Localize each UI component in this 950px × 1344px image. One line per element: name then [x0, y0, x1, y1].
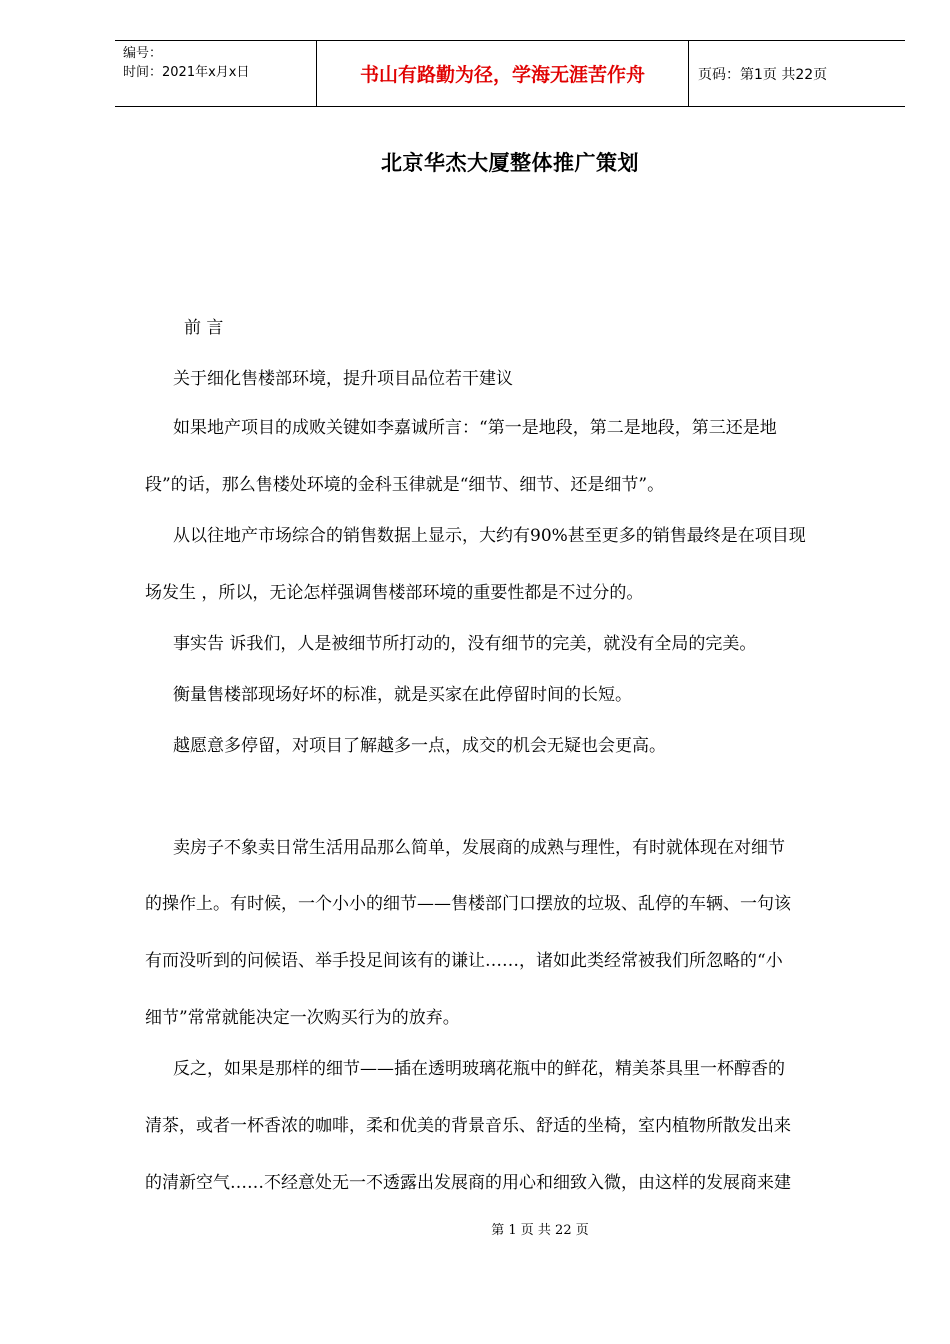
header-meta-cell	[115, 41, 316, 106]
paragraph-line: 的清新空气……不经意处无一不透露出发展商的用心和细致入微，由这样的发展商来建	[145, 1173, 791, 1193]
paragraph-line: 如果地产项目的成败关键如李嘉诚所言：“第一是地段，第二是地段，第三还是地	[173, 418, 777, 438]
page-info-cell	[689, 41, 905, 106]
document-title: 北京华杰大厦整体推广策划	[381, 151, 639, 175]
page-info-text: 页码：第1页 共22页	[698, 66, 828, 83]
motto-cell	[316, 41, 689, 106]
paragraph-line: 衡量售楼部现场好坏的标准，就是买家在此停留时间的长短。	[173, 685, 632, 705]
paragraph-line: 清茶，或者一杯香浓的咖啡，柔和优美的背景音乐、舒适的坐椅，室内植物所散发出来	[145, 1116, 791, 1136]
motto-text: 书山有路勤为径，学海无涯苦作舟	[359, 64, 645, 86]
preface-heading: 前 言	[184, 318, 224, 338]
header-table	[115, 40, 905, 107]
time-label: 时间：2021年x月x日	[123, 65, 250, 80]
paragraph-line: 越愿意多停留，对项目了解越多一点，成交的机会无疑也会更高。	[173, 736, 666, 756]
paragraph-line: 事实告 诉我们，人是被细节所打动的，没有细节的完美，就没有全局的完美。	[173, 634, 757, 654]
paragraph-line: 从以往地产市场综合的销售数据上显示，大约有90%甚至更多的销售最终是在项目现	[173, 526, 806, 546]
paragraph-line: 的操作上。有时候，一个小小的细节——售楼部门口摆放的垃圾、乱停的车辆、一句该	[145, 894, 791, 914]
paragraph-line: 场发生 ，所以，无论怎样强调售楼部环境的重要性都是不过分的。	[145, 583, 644, 603]
paragraph-line: 卖房子不象卖日常生活用品那么简单，发展商的成熟与理性，有时就体现在对细节	[173, 838, 785, 858]
serial-label: 编号：	[123, 46, 163, 61]
paragraph-line: 细节”常常就能决定一次购买行为的放弃。	[145, 1008, 460, 1028]
page-footer: 第 1 页 共 22 页	[491, 1223, 589, 1238]
paragraph-line: 关于细化售楼部环境，提升项目品位若干建议	[173, 369, 513, 389]
paragraph-line: 有而没听到的问候语、举手投足间该有的谦让……，诸如此类经常被我们所忽略的“小	[145, 951, 783, 971]
paragraph-line: 反之，如果是那样的细节——插在透明玻璃花瓶中的鲜花，精美茶具里一杯醇香的	[173, 1059, 785, 1079]
paragraph-line: 段”的话，那么售楼处环境的金科玉律就是“细节、细节、还是细节”。	[145, 475, 665, 495]
